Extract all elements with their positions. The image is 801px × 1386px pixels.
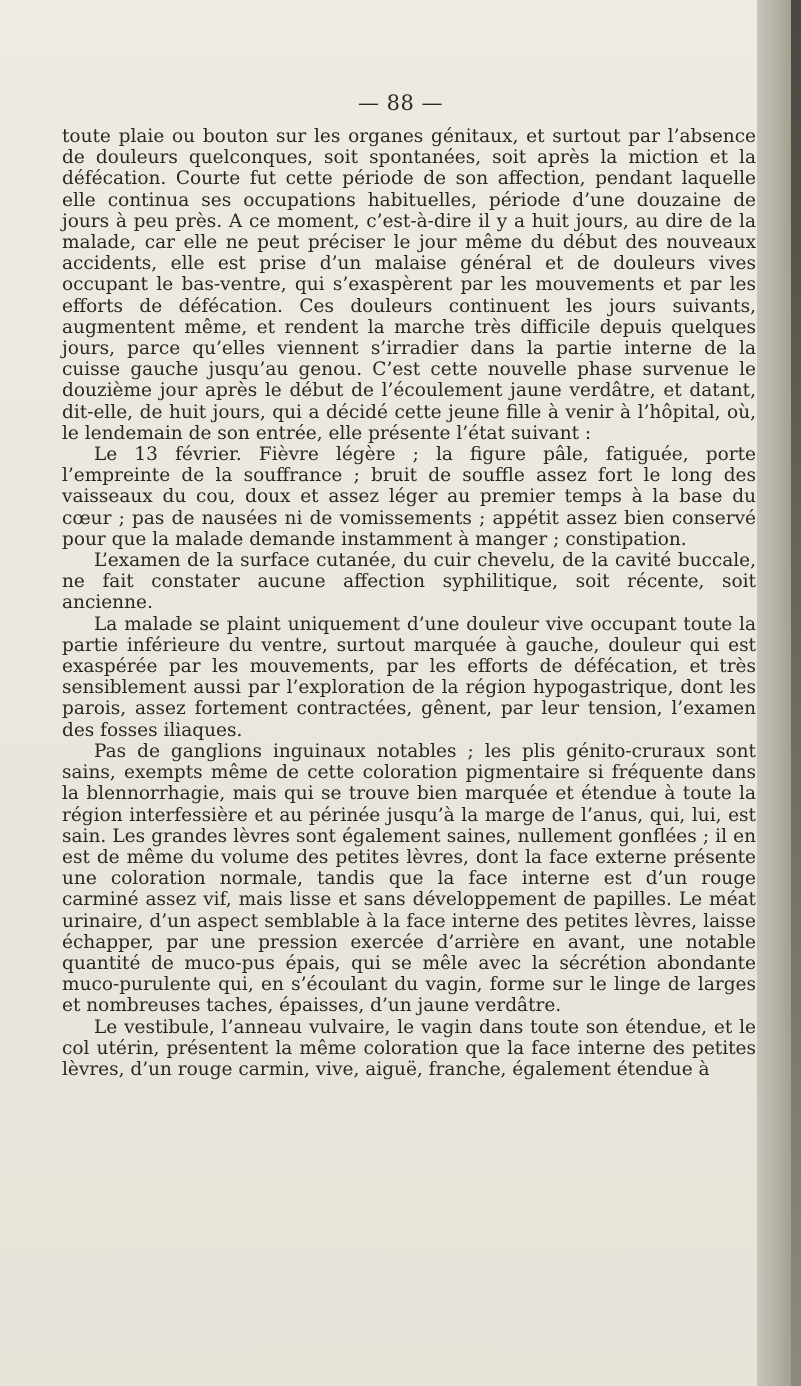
paragraph-ganglia: Pas de ganglions inguinaux notables ; les plis génito-cruraux sont sains, exempts même de cette coloration pigmentaire si fréquente dans la blennorrhagie, mais qui se trouve bien marquée et étendue à toute la région interfessière et au périnée jusqu’à la marge de l’anus, qui, lui, est sain. Les grandes lèvres sont également saines, nullement gonflées ; il en est de même du volume des petites lèvres, dont la face externe présente une coloration normale, tandis que la face interne est d’un rouge carminé assez vif, mais lisse et sans développement de papilles. Le méat urinaire, d’un aspect semblable à la face interne des petites lèvres, laisse échapper, par une pression exercée d’arrière en avant, une notable quantité de muco-pus épais, qui se mêle avec la sécrétion abondante muco-purulente qui, en s’écoulant du vagin, forme sur le linge de larges et nombreuses taches, épaisses, d’un jaune verdâtre.	[62, 740, 756, 1017]
body-text	[62, 126, 756, 1080]
paragraph-vestibule: Le vestibule, l’anneau vulvaire, le vagin dans toute son étendue, et le col utérin, présentent la même coloration que la face interne des petites lèvres, d’un rouge carmin, vive, aiguë, franche, également étendue à	[62, 1016, 756, 1080]
paragraph-february-13: Le 13 février. Fièvre légère ; la figure pâle, fatiguée, porte l’empreinte de la souffrance ; bruit de souffle assez fort le long des vaisseaux du cou, doux et assez léger au premier temps à la base du cœur ; pas de nausées ni de vomissements ; appétit assez bien conservé pour que la malade demande instamment à manger ; constipation.	[62, 444, 756, 550]
paragraph-pain: La malade se plaint uniquement d’une douleur vive occupant toute la partie inférieure du ventre, surtout marquée à gauche, douleur qui est exaspérée par les mouvements, par les efforts de défécation, et très sensiblement aussi par l’exploration de la région hypogastrique, dont les parois, assez fortement contractées, gênent, par leur tension, l’examen des fosses iliaques.	[62, 613, 756, 741]
page-number: — 88 —	[357, 91, 444, 115]
book-spine-shadow	[791, 0, 801, 1386]
paragraph-skin-exam: L’examen de la surface cutanée, du cuir chevelu, de la cavité buccale, ne fait constater aucune affection syphilitique, soit récente, soit ancienne.	[62, 550, 756, 614]
paragraph-continuation: toute plaie ou bouton sur les organes génitaux, et surtout par l’absence de douleurs quelconques, soit spontanées, soit après la miction et la défécation. Courte fut cette période de son affection, pendant laquelle elle continua ses occupations habituelles, période d’une douzaine de jours à peu près. A ce moment, c’est-à-dire il y a huit jours, au dire de la malade, car elle ne peut préciser le jour même du début des nouveaux accidents, elle est prise d’un malaise général et de douleurs vives occupant le bas-ventre, qui s’exaspèrent par les mouvements et par les efforts de défécation. Ces douleurs continuent les jours suivants, augmentent même, et rendent la marche très difficile depuis quelques jours, parce qu’elles viennent s’irradier dans la partie interne de la cuisse gauche jusqu’au genou. C’est cette nouvelle phase survenue le douzième jour après le début de l’écoulement jaune verdâtre, et datant, dit-elle, de huit jours, qui a décidé cette jeune fille à venir à l’hôpital, où, le lendemain de son entrée, elle présente l’état suivant :	[62, 126, 756, 444]
